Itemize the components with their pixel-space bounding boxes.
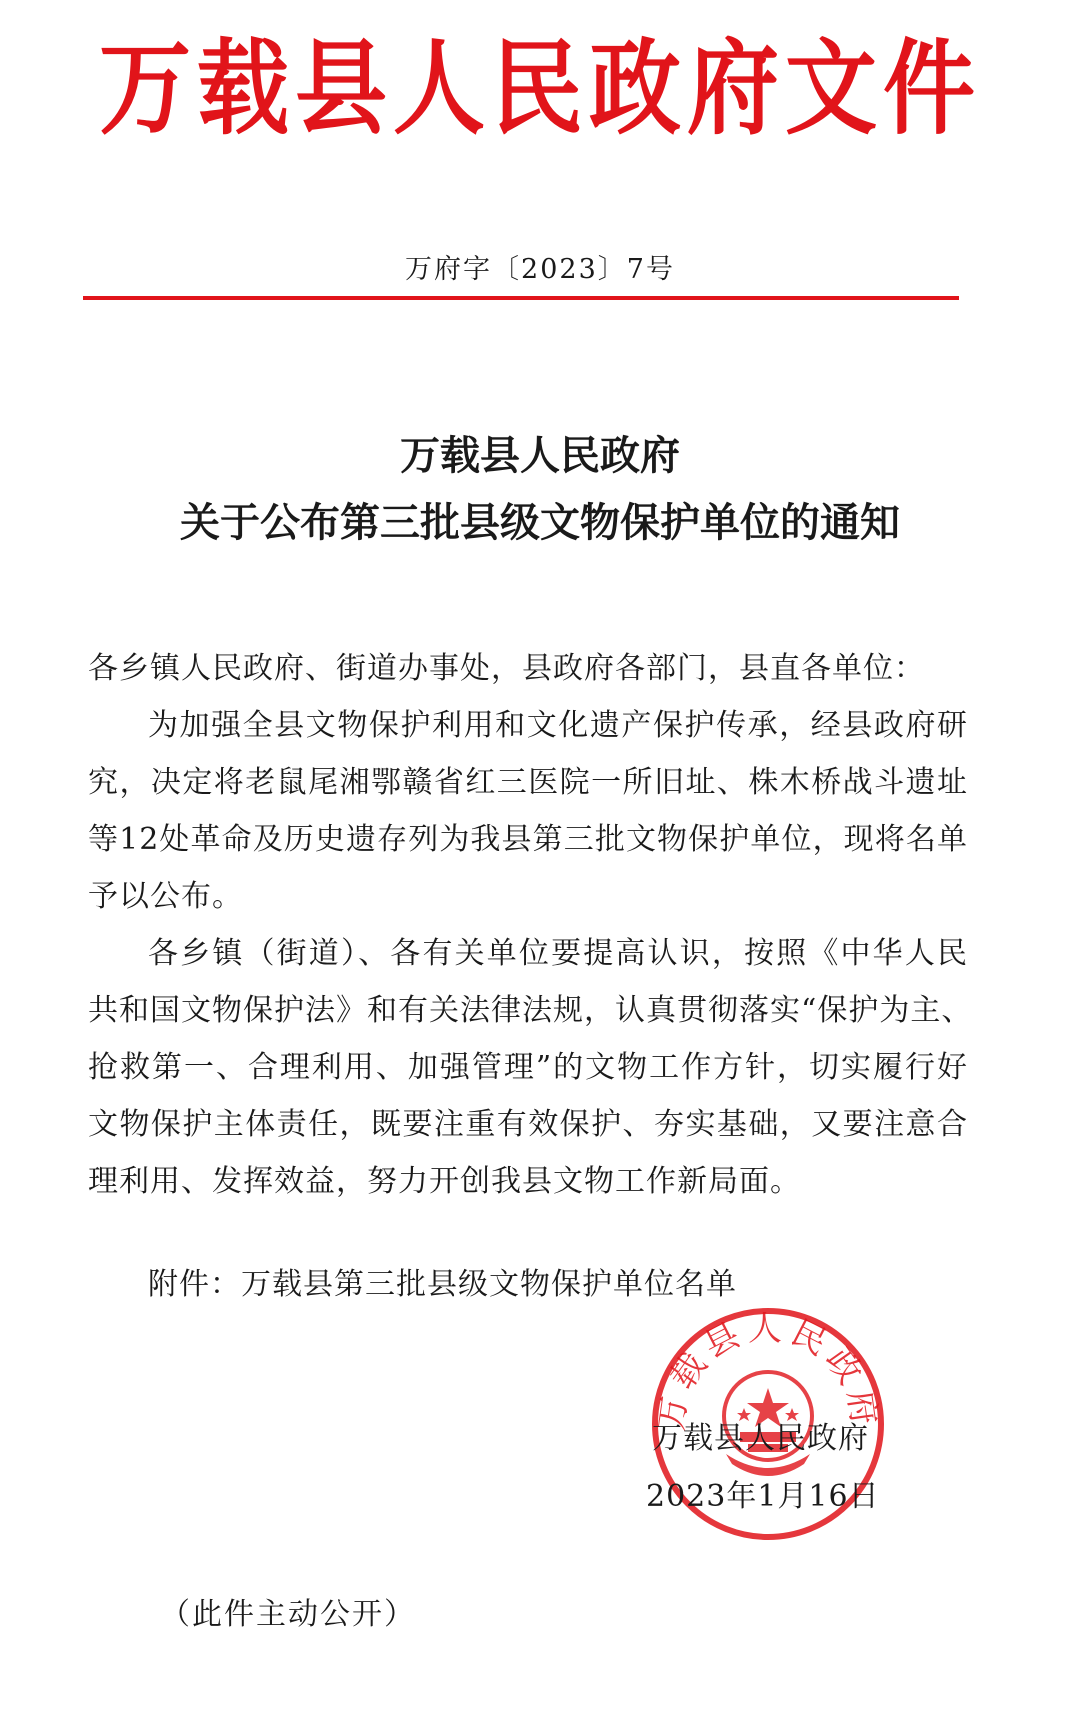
document-masthead: 万载县人民政府文件 xyxy=(98,28,981,149)
paragraph-2-line: 文物保护主体责任，既要注重有效保护、夯实基础，又要注意合 xyxy=(88,1107,968,1142)
seal-text: 万载县人民政府 xyxy=(651,1308,885,1434)
paragraph-2-line: 理利用、发挥效益，努力开创我县文物工作新局面。 xyxy=(88,1164,801,1199)
disclosure-note: （此件主动公开） xyxy=(160,1597,416,1632)
document-title-line-1: 万载县人民政府 xyxy=(400,432,680,479)
paragraph-1-line: 究，决定将老鼠尾湘鄂赣省红三医院一所旧址、株木桥战斗遗址 xyxy=(88,765,968,800)
paragraph-2-line: 抢救第一、合理利用、加强管理”的文物工作方针，切实履行好 xyxy=(88,1050,968,1085)
attachment-note: 附件：万载县第三批县级文物保护单位名单 xyxy=(148,1267,737,1302)
paragraph-2-line: 各乡镇（街道）、各有关单位要提高认识，按照《中华人民 xyxy=(148,936,968,971)
paragraph-1-line: 等12处革命及历史遗存列为我县第三批文物保护单位，现将名单 xyxy=(88,822,968,857)
document-title-line-2: 关于公布第三批县级文物保护单位的通知 xyxy=(180,499,900,546)
salutation: 各乡镇人民政府、街道办事处，县政府各部门，县直各单位： xyxy=(88,651,925,686)
issue-date: 2023年1月16日 xyxy=(646,1479,880,1514)
issuer-name: 万载县人民政府 xyxy=(652,1421,869,1456)
paragraph-1-line: 予以公布。 xyxy=(88,879,243,914)
paragraph-1-line: 为加强全县文物保护利用和文化遗产保护传承，经县政府研 xyxy=(148,708,968,743)
red-divider-rule xyxy=(83,296,959,300)
paragraph-2-line: 共和国文物保护法》和有关法律法规，认真贯彻落实“保护为主、 xyxy=(88,993,973,1028)
document-number: 万府字〔2023〕7号 xyxy=(405,254,675,285)
